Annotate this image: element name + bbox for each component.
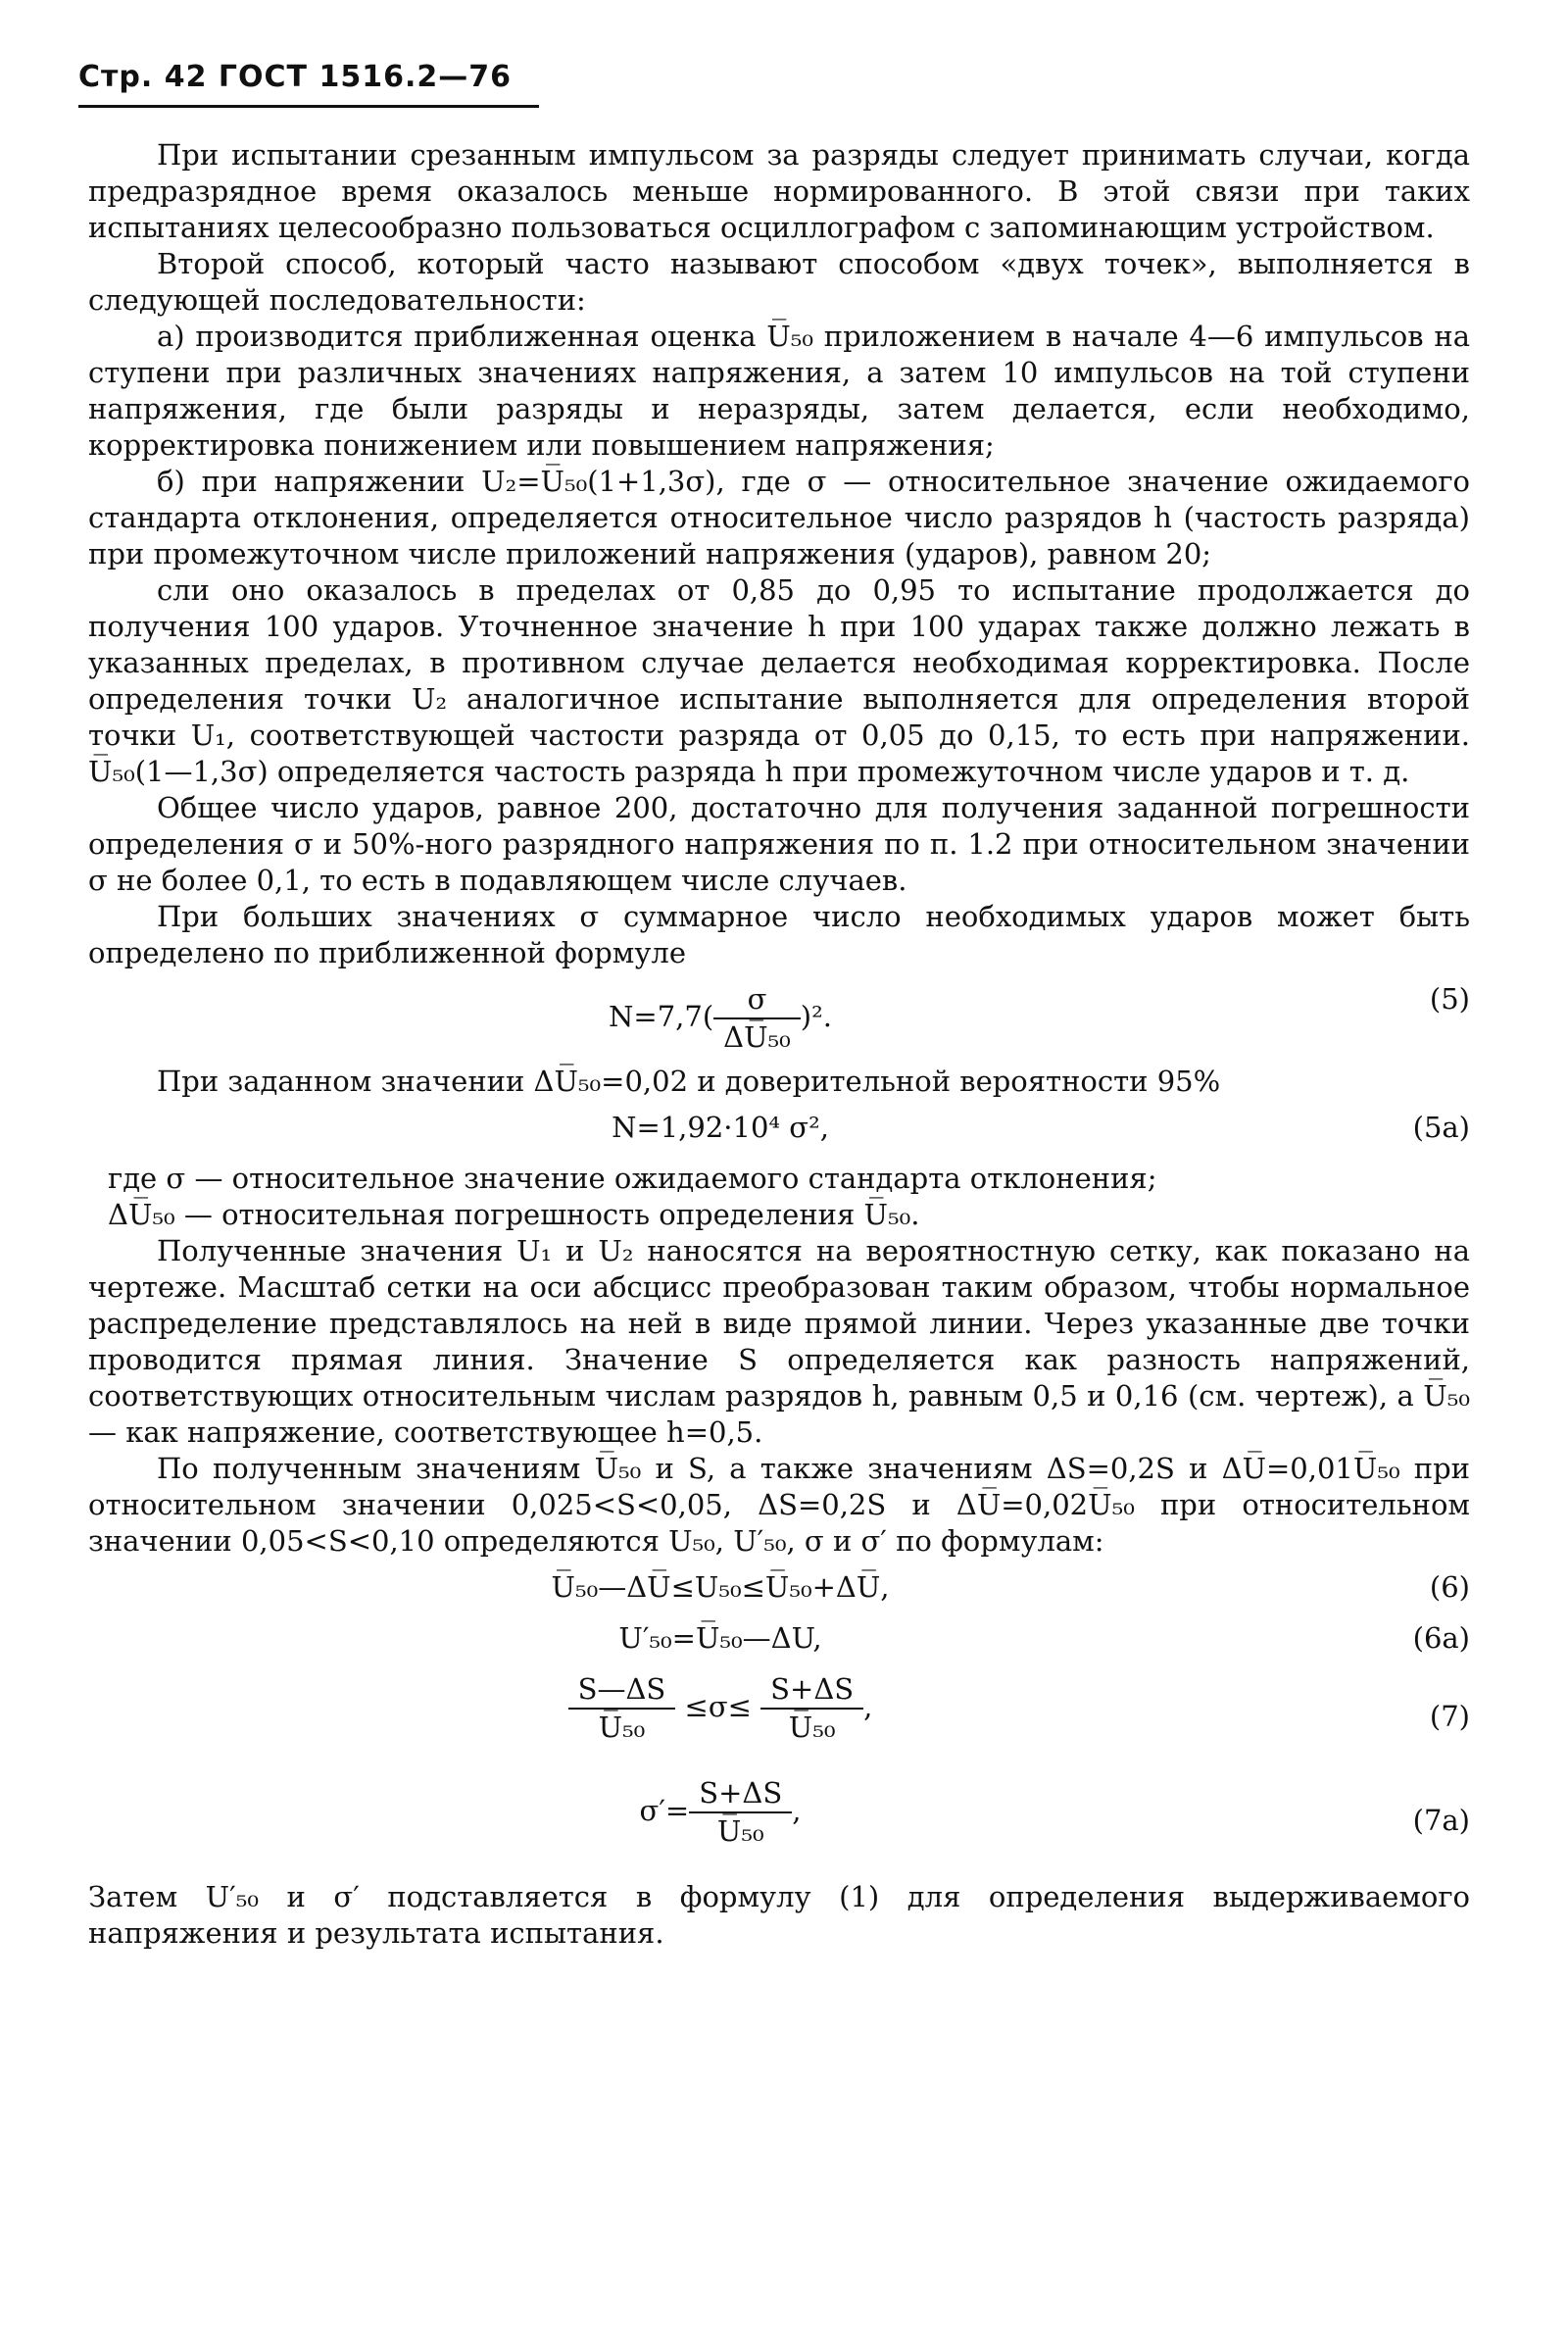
formula-5-denominator: ΔU̅₅₀ <box>723 1020 791 1054</box>
formula-7a-lhs: σ′= <box>639 1794 690 1827</box>
formula-5-fraction <box>713 981 801 1056</box>
formula-5-numerator: σ <box>713 981 801 1019</box>
formula-7-left-numerator: S—ΔS <box>568 1671 676 1710</box>
formula-7-rhs: , <box>863 1690 873 1723</box>
formula-7-right-numerator: S+ΔS <box>760 1671 863 1710</box>
formula-5-lhs: N=7,7( <box>609 1000 714 1033</box>
paragraph-item-b: б) при напряжении U₂=U̅₅₀(1+1,3σ), где σ — относительное значение ожидаемого стандарта отклонения, определяется относительное число разрядов h (частость разряда) при промежуточном числе приложений напряжения (ударов), равном 20; <box>88 465 1470 570</box>
formula-6-number: (6) <box>1429 1570 1470 1604</box>
formula-7a-denominator: U̅₅₀ <box>716 1814 764 1848</box>
formula-7a <box>88 1775 1470 1869</box>
document-page <box>78 59 1470 1952</box>
paragraph-second-method: Второй способ, который часто называют способом «двух точек», выполняется в следующей последовательности: <box>88 247 1470 317</box>
definition-sigma: где σ — относительное значение ожидаемого стандарта отклонения; <box>108 1162 1157 1195</box>
page-header: Стр. 42 ГОСТ 1516.2—76 <box>78 59 539 108</box>
formula-5a-body: N=1,92·10⁴ σ², <box>612 1111 829 1144</box>
formula-7a-rhs: , <box>792 1794 802 1827</box>
formula-6 <box>88 1569 1470 1611</box>
definitions-block <box>108 1161 1470 1233</box>
formula-5 <box>88 981 1470 1054</box>
formula-6a-body: U′₅₀=U̅₅₀—ΔU, <box>618 1621 822 1655</box>
formula-6a-number: (6а) <box>1412 1621 1470 1655</box>
paragraph-substitute: Затем U′₅₀ и σ′ подставляется в формулу (1) для определения выдерживаемого напряжения и результата испытания. <box>88 1880 1470 1950</box>
paragraph-cut-impulse: При испытании срезанным импульсом за разряды следует принимать случаи, когда предразрядное время оказалось меньше нормированного. В этой связи при таких испытаниях целесообразно пользоваться осциллографом с запоминающим устройством. <box>88 138 1470 244</box>
paragraph-total-shots: Общее число ударов, равное 200, достаточно для получения заданной погрешности определения σ и 50%-ного разрядного напряжения по п. 1.2 при относительном значении σ не более 0,1, то есть в подавляющем числе случаев. <box>88 791 1470 897</box>
formula-7-inequality: ≤σ≤ <box>684 1690 752 1723</box>
formula-5-rhs: )². <box>800 1000 832 1033</box>
formula-6-body: U̅₅₀—ΔU̅≤U₅₀≤U̅₅₀+ΔU̅, <box>551 1570 890 1604</box>
paragraph-given-value: При заданном значении ΔU̅₅₀=0,02 и доверительной вероятности 95% <box>157 1065 1221 1098</box>
formula-7-right-denominator: U̅₅₀ <box>788 1711 836 1744</box>
formula-7-left-denominator: U̅₅₀ <box>598 1711 646 1744</box>
paragraph-probability-grid: Полученные значения U₁ и U₂ наносятся на вероятностную сетку, как показано на чертеже. Масштаб сетки на оси абсцисс преобразован таким образом, чтобы нормальное распределение представлялось на ней в виде прямой линии. Через указанные две точки проводится прямая линия. Значение S определяется как разность напряжений, соответствующих относительным числам разрядов h, равным 0,5 и 0,16 (см. чертеж), а U̅₅₀ — как напряжение, соответствующее h=0,5. <box>88 1234 1470 1449</box>
formula-5-number: (5) <box>1429 982 1470 1016</box>
paragraph-item-a: а) производится приближенная оценка U̅₅₀ приложением в начале 4—6 импульсов на ступени при различных значениях напряжения, а затем 10 импульсов на той ступени напряжения, где были разряды и неразряды, затем делается, если необходимо, корректировка понижением или повышением напряжения; <box>88 320 1470 462</box>
formula-7a-numerator: S+ΔS <box>689 1775 792 1813</box>
paragraph-obtained-values: По полученным значениям U̅₅₀ и S, а также значениям ΔS=0,2S и ΔU̅=0,01U̅₅₀ при относительном значении 0,025<S<0,05, ΔS=0,2S и ΔU̅=0,02U̅₅₀ при относительном значении 0,05<S<0,10 определяются U₅₀, U′₅₀, σ и σ′ по формулам: <box>88 1452 1470 1558</box>
formula-7a-fraction <box>689 1775 792 1850</box>
formula-7-number: (7) <box>1429 1700 1470 1733</box>
paragraph-continuation: сли оно оказалось в пределах от 0,85 до 0,95 то испытание продолжается до получения 100 ударов. Уточненное значение h при 100 ударах также должно лежать в указанных пределах, в противном случае делается необходимая корректировка. После определения точки U₂ аналогичное испытание выполняется для определения второй точки U₁, соответствующей частости разряда от 0,05 до 0,15, то есть при напряжении. U̅₅₀(1—1,3σ) определяется частость разряда h при промежуточном числе ударов и т. д. <box>88 573 1470 788</box>
formula-7-left-fraction <box>568 1671 676 1746</box>
definition-delta-u50: ΔU̅₅₀ — относительная погрешность определения U̅₅₀. <box>108 1198 920 1231</box>
paragraph-large-sigma: При больших значениях σ суммарное число необходимых ударов может быть определено по приближенной формуле <box>88 900 1470 969</box>
formula-7a-number: (7а) <box>1412 1804 1470 1837</box>
formula-7-right-fraction <box>760 1671 863 1746</box>
formula-7 <box>88 1671 1470 1765</box>
formula-6a <box>88 1620 1470 1661</box>
formula-5a-number: (5а) <box>1412 1111 1470 1144</box>
formula-5a <box>88 1110 1470 1151</box>
